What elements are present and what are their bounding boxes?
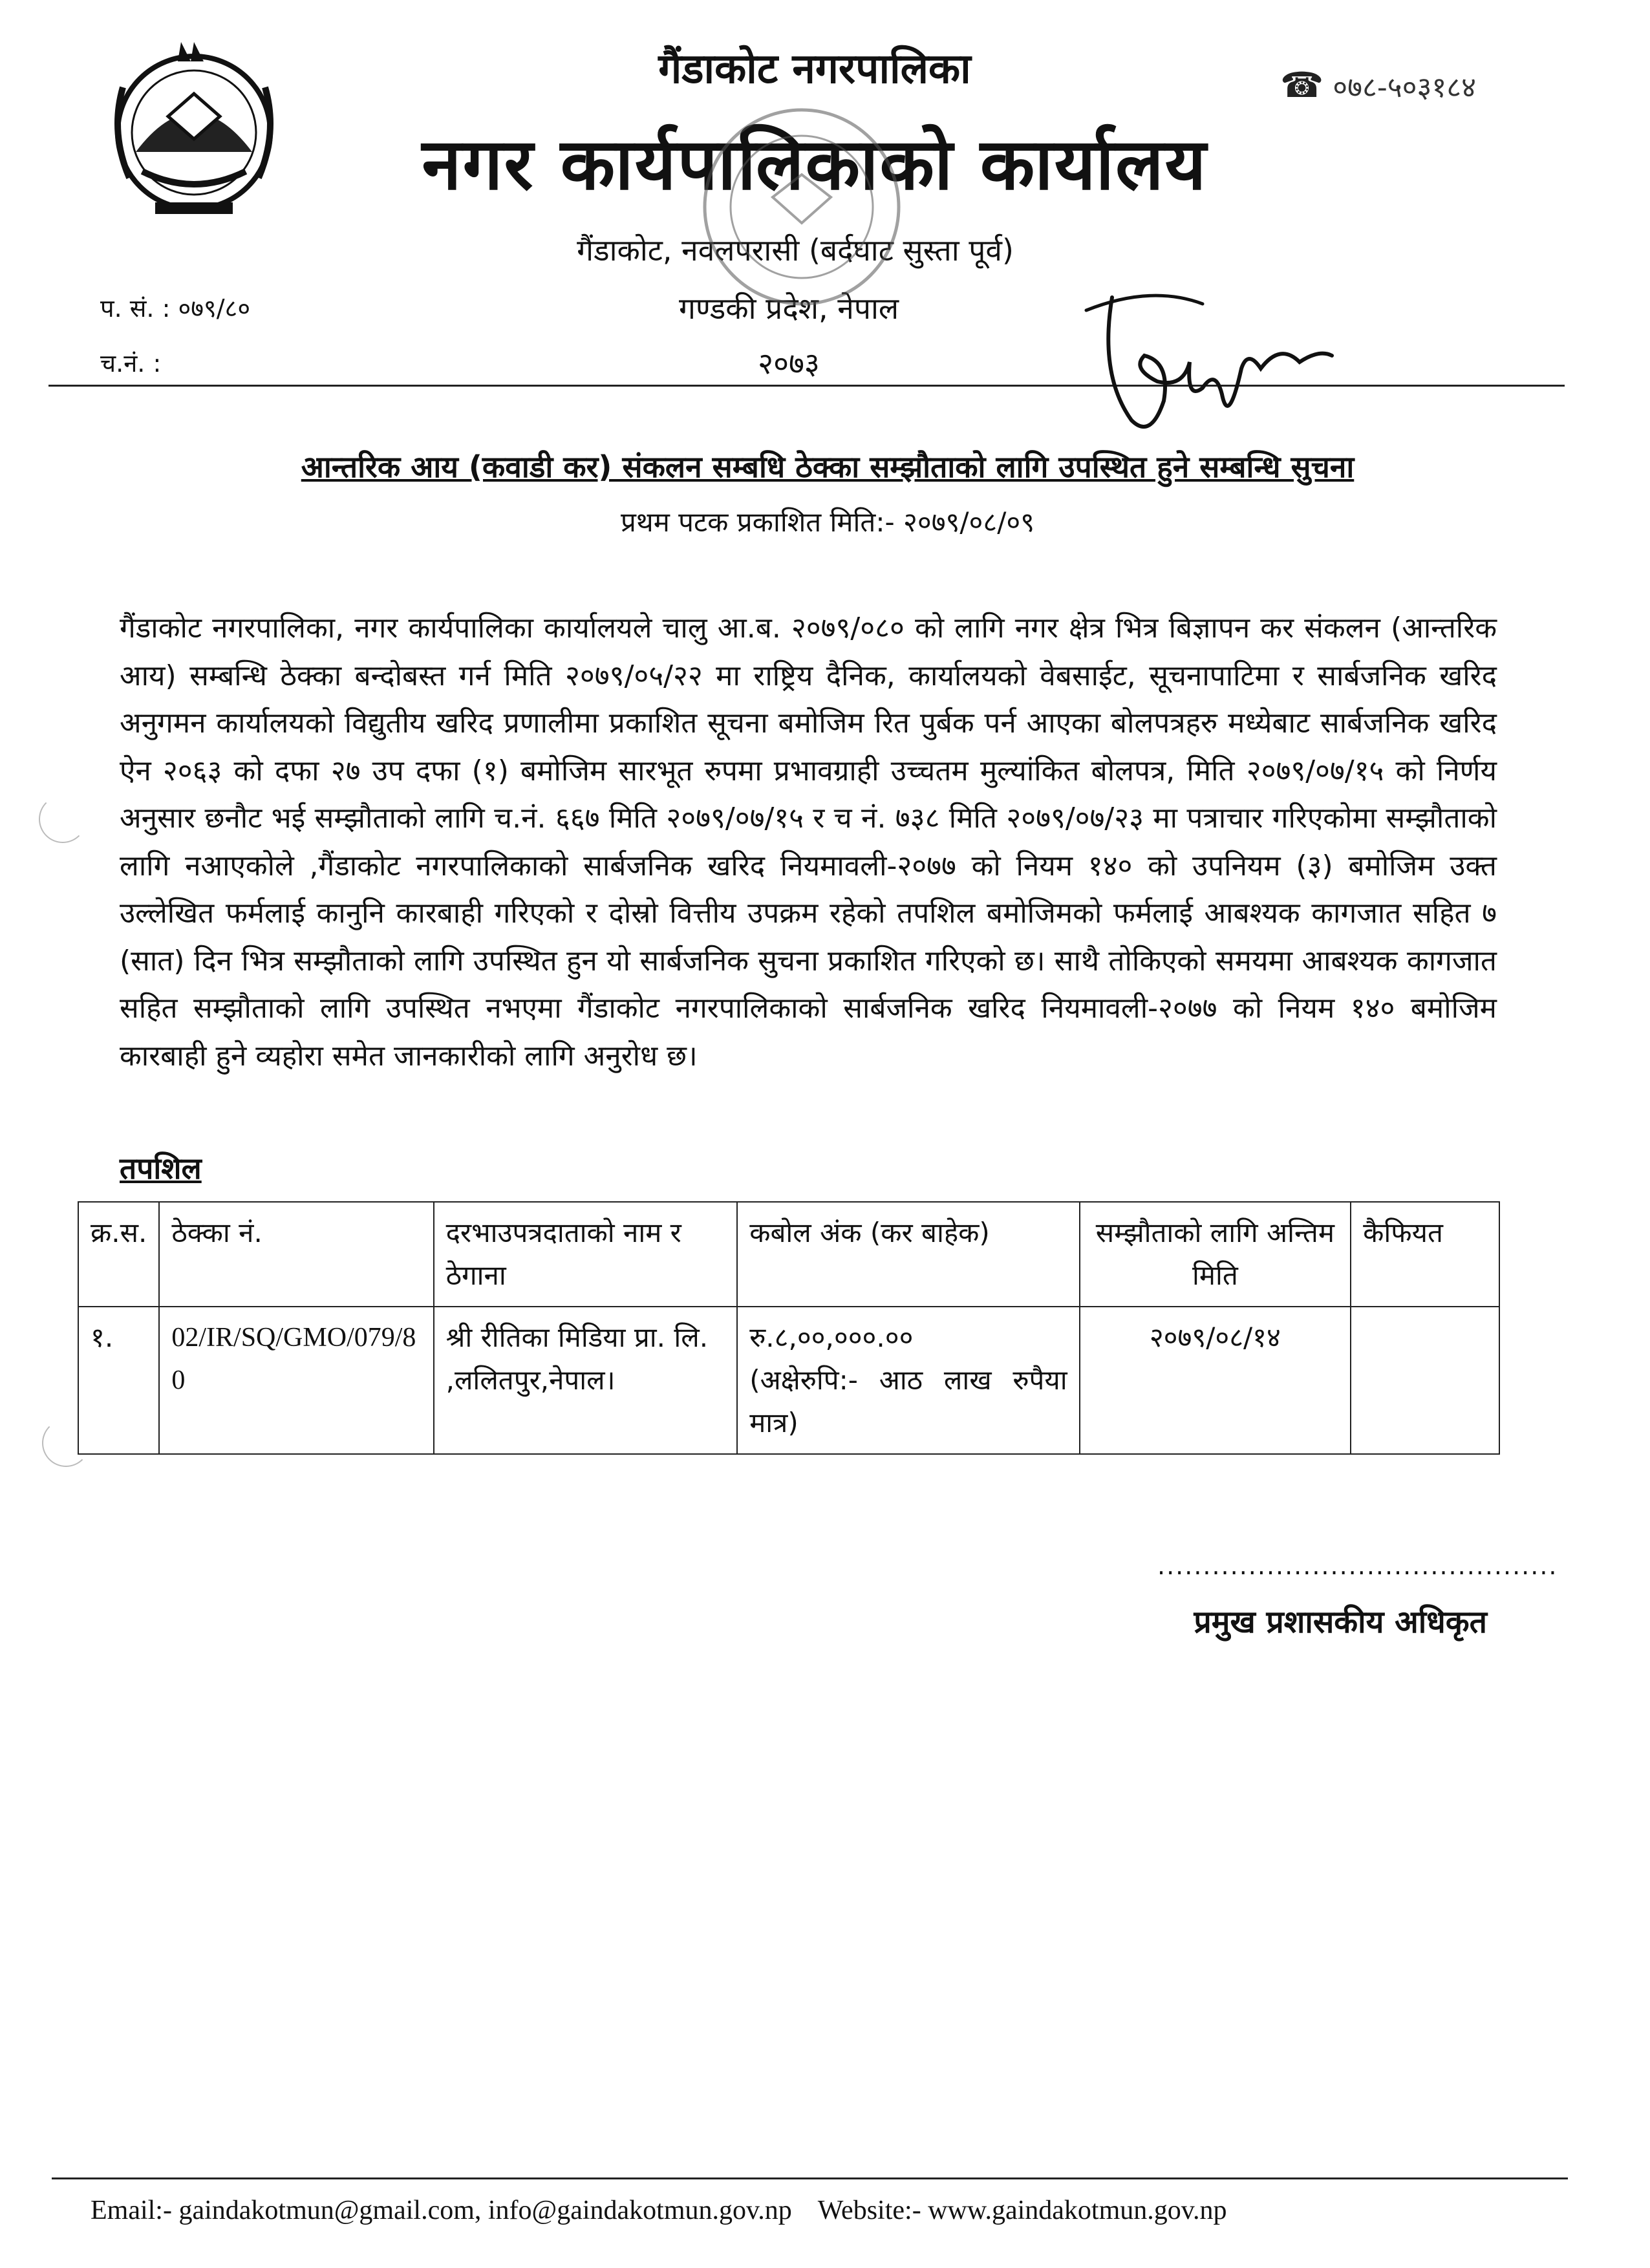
office-province: गण्डकी प्रदेश, नेपाल	[678, 291, 899, 326]
schedule-heading: तपशिल	[120, 1151, 202, 1186]
notice-subject: आन्तरिक आय (कवाडी कर) संकलन सम्बधि ठेक्का सम्झौताको लागि उपस्थित हुने सम्बन्धि सुचना	[301, 449, 1355, 484]
notice-body: गैंडाकोट नगरपालिका, नगर कार्यपालिका कार्यालयले चालु आ.ब. २०७९/०८० को लागि नगर क्षेत्र भित्र बिज्ञापन कर संकलन (आन्तरिक आय) सम्बन्धि ठेक्का बन्दोबस्त गर्न मिति २०७९/०५/२२ मा राष्ट्रिय दैनिक, कार्यालयको वेबसाईट, सूचनापाटिमा र सार्बजनिक खरिद अनुगमन कार्यालयको विद्युतीय खरिद प्रणालीमा प्रकाशित सूचना बमोजिम रित पुर्बक पर्न आएका बोलपत्रहरु मध्येबाट सार्बजनिक खरिद ऐन २०६३ को दफा २७ उप दफा (१) बमोजिम सारभूत रुपमा प्रभावग्राही उच्चतम मुल्यांकित बोलपत्र, मिति २०७९/०७/१५ को निर्णय अनुसार छनौट भई सम्झौताको लागि च.नं. ६६७ मिति २०७९/०७/१५ र च नं. ७३८ मिति २०७९/०७/२३ मा पत्राचार गरिएकोमा सम्झौताको लागि नआएकोले ,गैंडाकोट नगरपालिकाको सार्बजनिक खरिद नियमावली-२०७७ को नियम १४० को उपनियम (३) बमोजिम उक्त उल्लेखित फर्मलाई कानुनि कारबाही गरिएको र दोस्रो वित्तीय उपक्रम रहेको तपशिल बमोजिमको फर्मलाई आबश्यक कागजात सहित ७ (सात) दिन भित्र सम्झौताको लागि उपस्थित हुन यो सार्बजनिक सुचना प्रकाशित गरिएको छ। साथै तोकिएको समयमा आबश्यक कागजात सहित सम्झौताको लागि उपस्थित नभएमा गैंडाकोट नगरपालिकाको सार्बजनिक खरिद नियमावली-२०७७ को नियम १४० बमोजिम कारबाही हुने व्यहोरा समेत जानकारीको लागि अनुरोध छ।	[120, 612, 1497, 1073]
office-address: गैंडाकोट, नवलपरासी (बर्दघाट सुस्ता पूर्व)	[577, 233, 1014, 268]
footer-website: Website:- www.gaindakotmun.gov.np	[817, 2196, 1227, 2225]
published-date: प्रथम पटक प्रकाशित मिति:- २०७९/०८/०९	[620, 506, 1035, 538]
establishment-year: २०७३	[758, 346, 820, 381]
office-title: नगर कार्यपालिकाको कार्यालय	[422, 123, 1208, 206]
bidder-cell: श्री रीतिका मिडिया प्रा. लि. ,ललितपुर,नेपाल।	[434, 1307, 738, 1454]
office-seal-stamp	[695, 100, 908, 314]
column-header: ठेक्का नं.	[159, 1202, 433, 1307]
dispatch-number: च.नं. :	[100, 349, 162, 378]
phone-number	[1280, 65, 1476, 105]
telephone-icon: ☎	[1280, 65, 1324, 105]
column-header: सम्झौताको लागि अन्तिम मिति	[1080, 1202, 1351, 1307]
punch-hole-mark	[42, 1419, 90, 1467]
table-row	[78, 1307, 1499, 1454]
municipality-name: गैंडाकोट नगरपालिका	[658, 45, 971, 93]
amount-figure: रु.८,००,०००.००	[749, 1321, 914, 1353]
footer-divider	[52, 2177, 1568, 2179]
contract-number-cell: 02/IR/SQ/GMO/079/80	[159, 1307, 433, 1454]
nepal-government-emblem-icon	[97, 36, 291, 223]
remarks-cell	[1351, 1307, 1499, 1454]
footer-contact	[91, 2195, 1227, 2226]
officer-title: प्रमुख प्रशासकीय अधिकृत	[1194, 1604, 1487, 1640]
column-header: क्र.स.	[78, 1202, 159, 1307]
phone-number-text: ०७८-५०३१८४	[1333, 71, 1477, 104]
column-header: कबोल अंक (कर बाहेक)	[737, 1202, 1079, 1307]
deadline-cell: २०७९/०८/१४	[1080, 1307, 1351, 1454]
schedule-table	[78, 1201, 1500, 1455]
column-header: कैफियत	[1351, 1202, 1499, 1307]
signature-line: ............................................	[1157, 1552, 1558, 1580]
column-header: दरभाउपत्रदाताको नाम र ठेगाना	[434, 1202, 738, 1307]
table-header-row	[78, 1202, 1499, 1307]
amount-in-words: (अक्षेरुपि:- आठ लाख रुपैया मात्र)	[749, 1364, 1067, 1439]
amount-cell	[737, 1307, 1079, 1454]
reference-number: प. सं. : ०७९/८०	[100, 294, 251, 323]
handwritten-signature	[1073, 272, 1345, 453]
footer-email: Email:- gaindakotmun@gmail.com, info@gaindakotmun.gov.np	[91, 2196, 792, 2225]
punch-hole-mark	[39, 795, 87, 843]
serial-number-cell: १.	[78, 1307, 159, 1454]
